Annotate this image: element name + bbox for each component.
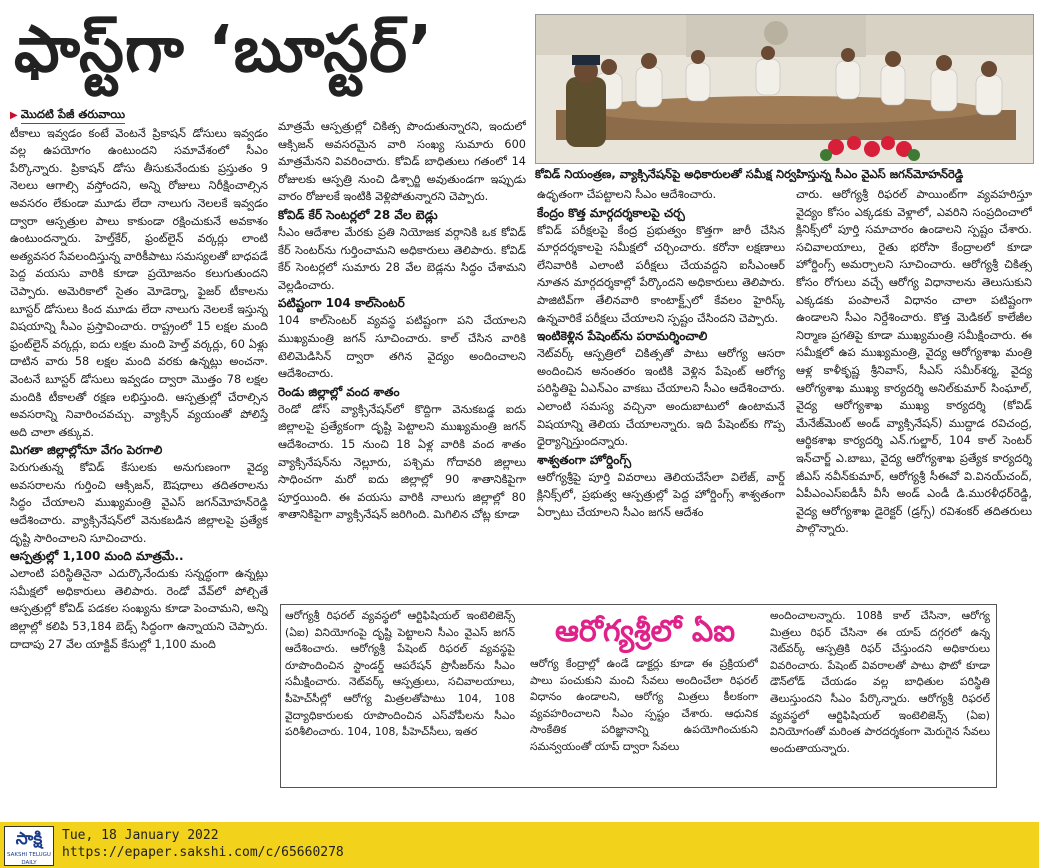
subheading: కేంద్రం కొత్త మార్గదర్శకాలపై చర్చ (537, 205, 685, 220)
paragraph: 104 కాల్‌సెంటర్ వ్యవస్థ పటిష్టంగా పని చేయాలని ముఖ్యమంత్రి జగన్ సూచించారు. కాల్ చేసిన వారికి టెలిమెడిసిన్ ద్వారా తగిన వైద్యం అందించాలని ఆదేశించారు. (278, 314, 526, 381)
meeting-photo (535, 14, 1034, 164)
logo-subtext: SAKSHI TELUGU DAILY (7, 852, 51, 866)
paragraph: ఆరోగ్య కేంద్రాల్లో ఉండే డాక్టర్లు కూడా ఈ ప్రక్రియలో పాలు పంచుకుని మంచి సేవలు అందించేలా రిఫరల్ విధానం ఉండాలని, ఆరోగ్య మిత్రలు కీలకంగా వ్యవహరించాలని సీఎం స్పష్టం చేశారు. ఆధునిక సాంకేతిక పరిజ్ఞానాన్ని ఉపయోగించుకుని సమన్వయంతో యాప్ ద్వారా సేవలు (530, 657, 758, 753)
footer-url[interactable]: https://epaper.sakshi.com/c/65660278 (62, 845, 344, 860)
paragraph: ఉధృతంగా చేపట్టాలని సీఎం ఆదేశించారు. (537, 188, 717, 201)
column-1 (10, 106, 268, 812)
paragraph: రెండో డోస్ వ్యాక్సినేషన్‌లో కొద్దిగా వెనుకబడ్డ ఐదు జిల్లాలపై ప్రత్యేకంగా దృష్టి పెట్టాలని ముఖ్యమంత్రి జగన్ ఆదేశించారు. 15 నుంచి 18 ఏళ్ల వారికి వంద శాతం వ్యాక్సినేషన్‌ను నెల్లూరు, పశ్చిమ గోదావరి జిల్లాలు సాధించగా మరో ఐదు జిల్లాల్లో 90 శాతానికిపైగా పూర్తయింది. ఈ వయసు వారికి నాలుగు జిల్లాల్లో 80 శాతానికిపైగా వ్యాక్సినేషన్ జరిగింది. మిగిలిన చోట్ల కూడా (278, 402, 526, 522)
subheading: శాశ్వతంగా హోర్డింగ్స్ (537, 452, 632, 467)
paragraph: టీకాలు ఇవ్వడం కంటే వెంటనే ప్రికాషన్ డోసులు ఇవ్వడం వల్ల ఉపయోగం ఉంటుందని సమావేశంలో సీఎం పేర్కొన్నారు. ప్రికాషన్ డోసు తీసుకునేందుకు ప్రస్తుతం 9 నెలలు ఆగాల్సి వస్తోందని, అన్ని రోజులు నిరీక్షించాల్సిన అవసరం లేకుండా మూడు లేదా నాలుగు నెలలకే ఇవ్వడం ద్వారా ఆస్పత్రుల పాలు కాకుండా రక్షించుకునే అవకాశం ఉంటుందన్నారు. హెల్త్‌కేర్, ఫ్రంట్‌లైన్ వర్కర్లు లాంటి అత్యవసర సేవలందిస్తున్న వారికీపాటు సమస్యలతో బాధపడే పెద్ద వయసు వారికి కూడా ప్రయోజనం కలుగుతుందని చెప్పారు. అమెరికాలో సైతం మోడెర్నా, ఫైజర్ టీకాలను బూస్టర్ డోసులు కింద మూడు లేదా నాలుగు నెలలకే ఇస్తున్న విషయాన్ని సీఎం ప్రస్తావించారు. రాష్ట్రంలో 15 లక్షల మంది ఫ్రంట్‌లైన్ వర్కర్లు, ఐదు లక్షల మంది హెల్త్ వర్కర్లు, 60 ఏళ్లు దాటిన వారు 58 లక్షల మంది వరకు ఉన్నట్లు అంచనా. వెంటనే బూస్టర్ డోసులు ఇవ్వడం ద్వారా మొత్తం 78 లక్షల మందికి టీకాలతో రక్షణ లభిస్తుంది. ఆస్పత్రుల్లో చేరాల్సిన అవసరాన్ని నివారించవచ్చు. వ్యాక్సిన్ వ్యయంతో పోలిస్తే అది చాలా తక్కువ. (10, 126, 268, 439)
kicker (10, 106, 268, 125)
paragraph: సీఎం ఆదేశాల మేరకు ప్రతి నియోజక వర్గానికి ఒక కోవిడ్ కేర్ సెంటర్‌ను గుర్తించామని అధికారులు తెలిపారు. కోవిడ్ కేర్ సెంటర్లలో సుమారు 28 వేల బెడ్లను సిద్ధం చేశామని వెల్లడించారు. (278, 225, 526, 292)
subheading: మిగతా జిల్లాల్లోనూ వేగం పెరగాలి (10, 443, 163, 458)
box-column-middle (530, 656, 758, 784)
sakshi-logo (4, 826, 54, 866)
footer-date: Tue, 18 January 2022 (62, 828, 219, 843)
paragraph: కోవిడ్ పరీక్షలపై కేంద్ర ప్రభుత్వం కొత్తగా జారీ చేసిన మార్గదర్శకాలపై సమీక్షలో చర్చించారు. కరోనా లక్షణాలు లేనివారికి ఎలాంటి పరీక్షలు చేయవద్దని ఐసీఎంఆర్ నూతన మార్గదర్శకాల్లో పేర్కొందని అధికారులు తెలిపారు. పాజిటివ్‌గా తేలినవారి కాంటాక్ట్స్‌లో కేవలం హైరిస్క్ ఉన్నవారికే పరీక్షలు చేయాలని స్పష్టం చేసిందని చెప్పారు. (537, 223, 785, 325)
paragraph: ఆరోగ్యశ్రీపై పూర్తి వివరాలు తెలియచేసేలా విలేజ్, వార్డ్ క్లినిక్స్‌లో, ప్రభుత్వ ఆస్పత్రుల్లో పెద్ద హోర్డింగ్స్ శాశ్వతంగా ఏర్పాటు చేయాలని సీఎం జగన్ ఆదేశం (537, 470, 785, 519)
paragraph: ఎలాంటి పరిస్థితినైనా ఎదుర్కొనేందుకు సన్నద్ధంగా ఉన్నట్లు సమీక్షలో అధికారులు తెలిపారు. రెండో వేవ్‌లో పోల్చితే ఆస్పత్రుల్లో కోవిడ్ పడకల సంఖ్యను కూడా పెంచామని, అన్ని జిల్లాల్లో కలిపి 53,184 బెడ్స్ సిద్ధంగా ఉన్నాయని చెప్పారు. దాదాపు 27 వేల యాక్టివ్ కేసుల్లో 1,100 మంది (10, 567, 268, 651)
triangle-icon: ▶ (10, 110, 18, 121)
subheading: కోవిడ్ కేర్ సెంటర్లలో 28 వేల బెడ్లు (278, 207, 438, 222)
column-2 (278, 118, 526, 594)
headline: ఫాస్ట్‌గా ‘బూస్టర్’ (14, 13, 434, 87)
column-3 (537, 186, 785, 594)
paragraph: ఆరోగ్యశ్రీ రిఫరల్ వ్యవస్థలో ఆర్టిఫిషియల్ ఇంటెలిజెన్స్ (ఏఐ) వినియోగంపై దృష్టి పెట్టాలని సీఎం వైఎస్ జగన్ ఆదేశించారు. ఆరోగ్యశ్రీ పేషెంట్ రిఫరల్ వ్యవస్థపై రూపొందించిన స్టాండర్డ్ ఆపరేషన్ ప్రొసీజర్‌ను సీఎం సమీక్షించారు. నెట్‌వర్క్ ఆస్పత్రులు, సచివాలయాలు, పీహెచ్‌సీల్లో ఆరోగ్య మిత్రలతోపాటు 104, 108 వైద్యాధికారులకు రూపొందించిన ఎస్‌వోపీలను సీఎం పరిశీలించారు. 104, 108, పీహెచ్‌సీలు, ఇతర (285, 609, 515, 739)
meeting-photo-drawing (536, 15, 1033, 163)
subheading: ఆస్పత్రుల్లో 1,100 మంది మాత్రమే.. (10, 549, 184, 564)
subheading: ఇంటికెళ్లిన పేషెంట్‌ను పరామర్శించాలి (537, 329, 708, 344)
column-4 (796, 186, 1032, 594)
subheading: రెండు జిల్లాల్లో వంద శాతం (278, 384, 400, 399)
paragraph: పెరుగుతున్న కోవిడ్ కేసులకు అనుగుణంగా వైద్య అవసరాలను గుర్తించి ఆక్సిజన్, ఔషధాలు తదితరాలను సిద్ధం చేయాలని ముఖ్యమంత్రి వైఎస్ జగన్‌మోహన్‌రెడ్డి ఆదేశించారు. వ్యాక్సినేషన్‌లో వెనుకబడిన జిల్లాలపై ప్రత్యేక దృష్టి సారించాలని సూచించారు. (10, 461, 268, 545)
paragraph: అందించాలన్నారు. 108కి కాల్ చేసినా, ఆరోగ్య మిత్రలు రిఫర్ చేసినా ఈ యాప్ దగ్గరలో ఉన్న నెట్‌వర్క్ ఆస్పత్రికి రిఫర్ చేస్తుందని అధికారులు వివరించారు. పేషెంట్ వివరాలతో పాటు ఫొటో కూడా డౌన్‌లోడ్ చేయడం వల్ల బాధితుల పరిస్థితి తెలుస్తుందని సీఎం పేర్కొన్నారు. ఆరోగ్యశ్రీ రిఫరల్ వ్యవస్థలో ఆర్టిఫిషియల్ ఇంటెలిజెన్స్ (ఏఐ) వినియోగంతో మరింత పారదర్శకంగా మెరుగైన సేవలు అందుతాయన్నారు. (770, 609, 990, 755)
subheading: పటిష్టంగా 104 కాల్‌సెంటర్ (278, 296, 405, 311)
box-column-right (770, 608, 990, 784)
box-column-left (285, 608, 515, 784)
photo-caption: కోవిడ్ నియంత్రణ, వ్యాక్సినేషన్‌పై అధికారులతో సమీక్ష నిర్వహిస్తున్న సీఎం వైఎస్ జగన్‌మోహన్‌రెడ్డి (535, 167, 964, 181)
box-title: ఆరోగ్యశ్రీలో ఏఐ (554, 614, 736, 649)
kicker-label: మొదటి పేజీ తరువాయి (21, 106, 125, 124)
paragraph: మాత్రమే ఆస్పత్రుల్లో చికిత్స పొందుతున్నారని, ఇందులో ఆక్సిజన్ అవసరమైన వారి సంఖ్య సుమారు 600 మాత్రమేనని వివరించారు. కోవిడ్ బాధితులు గతంలో 14 రోజులకు ఆస్పత్రి నుంచి డిశ్చార్జి అవుతుండగా ఇప్పుడు వారం రోజులకే ఇంటికి వెళ్లిపోతున్నారని చెప్పారు. (278, 120, 526, 204)
paragraph: చారు. ఆరోగ్యశ్రీ రిఫరల్ పాయింట్‌గా వ్యవహరిస్తూ వైద్యం కోసం ఎక్కడకు వెళ్లాలో, ఎవరిని సంప్రదించాలో క్లినిక్స్‌లో పూర్తి సమాచారం ఉండాలని స్పష్టం చేశారు. సచివాలయాలు, రైతు భరోసా కేంద్రాలలో కూడా హోర్డింగ్స్ అమర్చాలని సూచించారు. ఆరోగ్యశ్రీ చికిత్స కోసం రోగులు వచ్చే ఆరోగ్య విధానాలను తెలుసుకుని ఎక్కడకు పంపాలనే విధానం చాలా పటిష్టంగా ఉండాలని సీఎం నిర్దేశించారు. కొత్త మెడికల్ కాలేజీల నిర్మాణ ప్రగతిపై కూడా ముఖ్యమంత్రి సమీక్షించారు. ఈ సమీక్షలో ఉప ముఖ్యమంత్రి, వైద్య ఆరోగ్యశాఖ మంత్రి ఆళ్ల కాళీకృష్ణ శ్రీనివాస్, సీఎస్ సమీర్‌శర్మ, వైద్య ఆరోగ్యశాఖ ముఖ్య కార్యదర్శి అనిల్‌కుమార్ సింఘాల్, వైద్య ఆరోగ్యశాఖ ముఖ్య కార్యదర్శి (కోవిడ్ మేనేజ్‌మెంట్ అండ్ వ్యాక్సినేషన్) ముద్దాడ రవిచంద్ర, ఆర్థికశాఖ కార్యదర్శి ఎన్.గుల్జార్, 104 కాల్ సెంటర్ ఇన్‌చార్జ్ ఎ.బాబు, వైద్య ఆరోగ్యశాఖ ప్రత్యేక కార్యదర్శి జీఎస్ నవీన్‌కుమార్, ఆరోగ్యశ్రీ సీఈవో వి.వినయ్‌చంద్, ఏపీఎంఎస్ఐడీసీ వీసీ అండ్ ఎండీ డి.మురళీధర్‌రెడ్డి, వైద్య ఆరోగ్యశాఖ డైరెక్టర్ (డ్రగ్స్) రవిశంకర్ తదితరులు పాల్గొన్నారు. (796, 188, 1032, 536)
paragraph: నెట్‌వర్క్ ఆస్పత్రిలో చికిత్సతో పాటు ఆరోగ్య ఆసరా అందించిన అనంతరం ఇంటికి వెళ్లిన పేషెంట్ ఆరోగ్య పరిస్థితిపై ఏఎన్ఎం వాకబు చేయాలని సీఎం ఆదేశించారు. ఎలాంటి సమస్య వచ్చినా అందుబాటులో ఉంటామనే విషయాన్ని తెలియ చేయాలన్నారు. ఇది పేషెంట్‌కు గొప్ప ధైర్యాన్నిస్తుందన్నారు. (537, 347, 785, 449)
logo-text: సాక్షి (15, 829, 43, 849)
